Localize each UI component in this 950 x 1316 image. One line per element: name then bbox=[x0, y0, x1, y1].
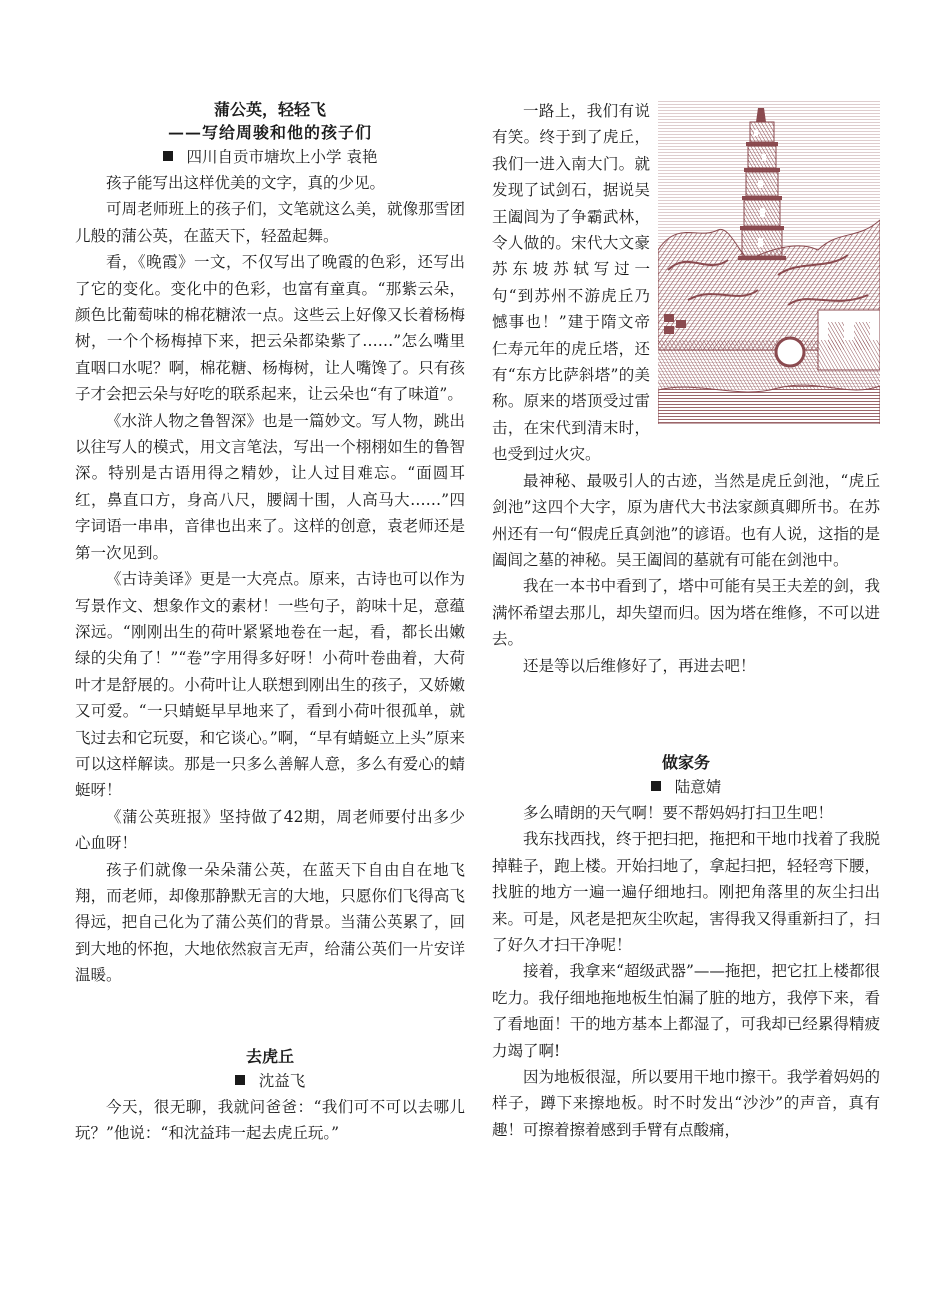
paragraph bbox=[492, 98, 880, 468]
article-dandelion bbox=[75, 98, 465, 989]
paragraph: 最神秘、最吸引人的古迹，当然是虎丘剑池，“虎丘剑池”这四个大字，原为唐代大书法家颜真卿所书。在苏州还有一句“假虎丘真剑池”的谚语。也有人说，这指的是阖闾之墓的神秘。吴王阖闾的墓就有可能在剑池中。 bbox=[492, 471, 880, 569]
article-byline bbox=[75, 144, 465, 170]
article-spacer bbox=[75, 989, 465, 1045]
article-byline bbox=[492, 774, 880, 800]
paragraph: 《水浒人物之鲁智深》也是一篇妙文。写人物，跳出以往写人的模式，用文言笔法，写出一个栩栩如生的鲁智深。特别是古语用得之精妙，让人过目难忘。“面圆耳红，鼻直口方，身高八尺，腰阔十围，人高马大……”四字词语一串串，音律也出来了。这样的创意，袁老师还是第一次见到。 bbox=[75, 411, 465, 562]
article-byline bbox=[75, 1068, 465, 1094]
paragraph: 可周老师班上的孩子们，文笔就这么美，就像那雪团儿般的蒲公英，在蓝天下，轻盈起舞。 bbox=[75, 200, 465, 245]
paragraph: 我东找西找，终于把扫把，拖把和干地巾找着了我脱掉鞋子，跑上楼。开始扫地了，拿起扫把，轻轻弯下腰，找脏的地方一遍一遍仔细地扫。刚把角落里的灰尘扫出来。可是，风老是把灰尘吹起，害得我又得重新扫了，扫了好久才扫干净呢！ bbox=[492, 830, 880, 954]
paragraph: 今天，很无聊，我就问爸爸：“我们可不可以去哪儿玩？”他说：“和沈益玮一起去虎丘玩。” bbox=[75, 1097, 465, 1142]
paragraph: 看，《晚霞》一文，不仅写出了晚霞的色彩，还写出了它的变化。变化中的色彩，也富有童真。“那紫云朵，颜色比葡萄味的棉花糖浓一点。这些云上好像又长着杨梅树，一个个杨梅掉下来，把云朵都染紫了……”怎么嘴里直咽口水呢？啊，棉花糖、杨梅树，让人嘴馋了。只有孩子才会把云朵与好吃的联系起来，让云朵也“有了味道”。 bbox=[75, 253, 465, 404]
author-name: 陆意婧 bbox=[674, 777, 722, 796]
paragraph: 还是等以后维修好了，再进去吧！ bbox=[523, 656, 756, 675]
paragraph: 因为地板很湿，所以要用干地巾擦干。我学着妈妈的样子，蹲下来擦地板。时不时发出“沙沙”的声音，真有趣！可擦着擦着感到手臂有点酸痛， bbox=[492, 1068, 880, 1139]
author-name: 四川自贡市塘坎上小学 袁艳 bbox=[186, 148, 378, 166]
article-huqiu-start bbox=[75, 1045, 465, 1147]
paragraph: 多么晴朗的天气啊！要不帮妈妈打扫卫生吧！ bbox=[523, 803, 834, 822]
pagoda-illustration bbox=[658, 100, 880, 424]
huqiu-pagoda-engraving-icon bbox=[658, 100, 880, 424]
paragraph: 孩子们就像一朵朵蒲公英，在蓝天下自由自在地飞翔，而老师，却像那静默无言的大地，只愿你们飞得高飞得远，把自己化为了蒲公英们的背景。当蒲公英累了，回到大地的怀抱，大地依然寂言无声，给蒲公英们一片安详温暖。 bbox=[75, 860, 465, 985]
paragraph: 孩子能写出这样优美的文字，真的少见。 bbox=[106, 174, 386, 192]
paragraph: 我在一本书中看到了，塔中可能有吴王夫差的剑，我满怀希望去那儿，却失望而归。因为塔在维修，不可以进去。 bbox=[492, 577, 880, 649]
right-column bbox=[492, 98, 880, 1143]
paragraph: 《古诗美译》更是一大亮点。原来，古诗也可以作为写景作文、想象作文的素材！一些句子，韵味十足，意蕴深远。“刚刚出生的荷叶紧紧地卷在一起，看，都长出嫩绿的尖角了！”“卷”字用得多好呀！小荷叶卷曲着，大荷叶才是舒展的。小荷叶让人联想到刚出生的孩子，又娇嫩又可爱。“一只蜻蜓早早地来了，看到小荷叶很孤单，就飞过去和它玩耍，和它谈心。”啊，“早有蜻蜓立上头”原来可以这样解读。那是一只多么善解人意，多么有爱心的蜻蜓呀！ bbox=[75, 570, 465, 800]
article-subtitle: ——写给周骏和他的孩子们 bbox=[167, 123, 372, 142]
article-title: 做家务 bbox=[661, 752, 710, 772]
paragraph: 《蒲公英班报》坚持做了42期，周老师要付出多少心血呀！ bbox=[75, 807, 465, 853]
article-huqiu-continued bbox=[492, 98, 880, 679]
article-title: 蒲公英，轻轻飞 bbox=[213, 100, 326, 119]
article-housework bbox=[492, 751, 880, 1143]
article-spacer bbox=[492, 679, 880, 751]
author-name: 沈益飞 bbox=[258, 1071, 306, 1090]
square-bullet-icon bbox=[651, 781, 661, 791]
article-title: 去虎丘 bbox=[245, 1046, 294, 1066]
square-bullet-icon bbox=[163, 151, 173, 161]
paragraph: 接着，我拿来“超级武器”——拖把，把它扛上楼都很吃力。我仔细地拖地板生怕漏了脏的地方，我停下来，看了看地面！干的地方基本上都湿了，可我却已经累得精疲力竭了啊! bbox=[492, 962, 880, 1060]
left-column bbox=[75, 98, 465, 1146]
paragraph-body: 一路上，我们有说有笑。终于到了虎丘，我们一进入南大门。就发现了试剑石，据说吴王阖闾为了争霸武林，令人做的。宋代大文豪苏东坡苏轼写过一句“到苏州不游虎丘乃憾事也！”建于隋文帝仁寿元年的虎丘塔，还有“东方比萨斜塔”的美称。原来的塔顶受过雷击，在宋代到清末时，也受到过火灾。 bbox=[492, 102, 650, 464]
square-bullet-icon bbox=[235, 1075, 245, 1085]
